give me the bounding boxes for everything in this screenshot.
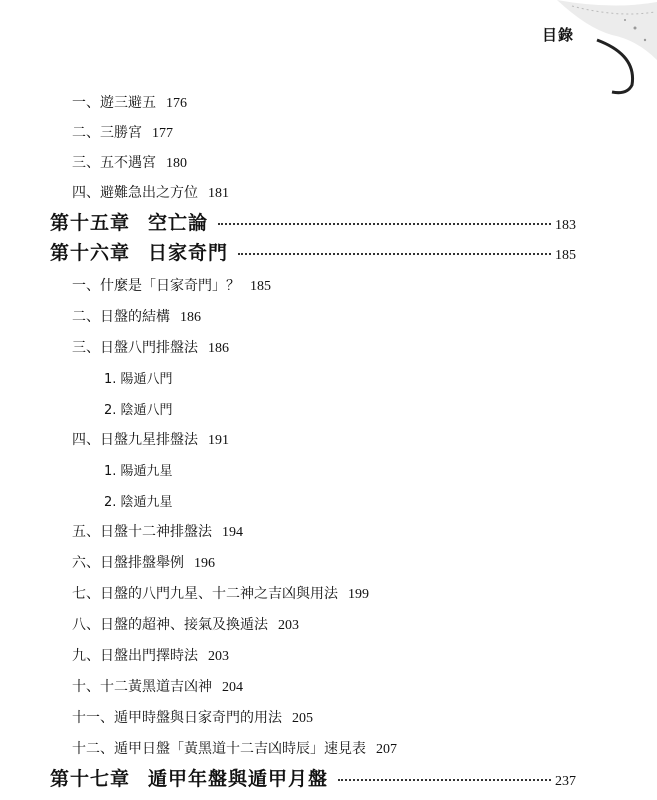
toc-entry-page: 176 <box>166 96 187 111</box>
leader-dots <box>218 223 551 225</box>
toc-entry-page: 203 <box>208 649 229 664</box>
toc-entry-title: 十一、遁甲時盤與日家奇門的用法 <box>72 710 282 726</box>
chapter-page: 183 <box>555 218 576 233</box>
toc-entry-page: 185 <box>250 279 271 294</box>
toc-entry[interactable] <box>72 614 299 634</box>
toc-entry[interactable] <box>72 676 243 696</box>
toc-entry-title: 七、日盤的八門九星、十二神之吉凶與用法 <box>72 586 338 602</box>
corner-decoration <box>517 0 657 95</box>
toc-entry[interactable] <box>72 552 215 572</box>
toc-entry[interactable] <box>72 306 201 326</box>
toc-entry-page: 204 <box>222 680 243 695</box>
toc-subentry[interactable] <box>104 399 173 418</box>
toc-entry-page: 186 <box>180 310 201 325</box>
toc-subentry-title: 2. 陰遁九星 <box>104 495 173 510</box>
toc-entry-page: 180 <box>166 156 187 171</box>
leader-dots <box>338 779 551 781</box>
chapter-number: 第十五章 <box>50 212 131 234</box>
chapter-page: 185 <box>555 248 576 263</box>
chapter-number: 第十六章 <box>50 242 131 264</box>
leader-dots <box>238 253 551 255</box>
toc-entry[interactable] <box>72 738 397 758</box>
toc-entry-title: 四、日盤九星排盤法 <box>72 432 198 448</box>
toc-subentry[interactable] <box>104 460 173 479</box>
toc-entry-title: 九、日盤出門擇時法 <box>72 648 198 664</box>
chapter-page: 237 <box>555 774 576 789</box>
chapter-title: 日家奇門 <box>148 242 229 264</box>
toc-entry-title: 三、五不遇宮 <box>72 155 156 171</box>
toc-entry[interactable] <box>72 337 229 357</box>
toc-chapter[interactable] <box>50 238 576 265</box>
toc-entry-title: 八、日盤的超神、接氣及換遁法 <box>72 617 268 633</box>
toc-entry-page: 205 <box>292 711 313 726</box>
toc-entry[interactable] <box>72 92 187 112</box>
toc-entry-title: 六、日盤排盤舉例 <box>72 555 184 571</box>
toc-entry-page: 191 <box>208 433 229 448</box>
toc-entry[interactable] <box>72 521 243 541</box>
toc-entry-title: 二、日盤的結構 <box>72 309 170 325</box>
toc-entry[interactable] <box>72 583 369 603</box>
toc-entry[interactable] <box>72 707 313 727</box>
chapter-title: 空亡論 <box>148 212 209 234</box>
toc-entry-page: 199 <box>348 587 369 602</box>
toc-entry-title: 四、避難急出之方位 <box>72 185 198 201</box>
toc-entry-title: 十、十二黃黑道吉凶神 <box>72 679 212 695</box>
toc-chapter[interactable] <box>50 764 576 791</box>
toc-entry-page: 194 <box>222 525 243 540</box>
toc-entry-title: 五、日盤十二神排盤法 <box>72 524 212 540</box>
toc-subentry-title: 1. 陽遁九星 <box>104 464 173 479</box>
toc-entry[interactable] <box>72 152 187 172</box>
toc-entry-page: 207 <box>376 742 397 757</box>
toc-subentry-title: 1. 陽遁八門 <box>104 372 173 387</box>
toc-entry-title: 三、日盤八門排盤法 <box>72 340 198 356</box>
toc-entry-title: 一、什麼是「日家奇門」？ <box>72 278 240 294</box>
toc-entry-page: 181 <box>208 186 229 201</box>
toc-entry-title: 一、遊三避五 <box>72 95 156 111</box>
chapter-number: 第十七章 <box>50 768 131 790</box>
toc-subentry[interactable] <box>104 368 173 387</box>
toc-entry[interactable] <box>72 429 229 449</box>
toc-entry-title: 十二、遁甲日盤「黃黑道十二吉凶時辰」速見表 <box>72 741 366 757</box>
toc-chapter[interactable] <box>50 208 576 235</box>
toc-entry[interactable] <box>72 122 173 142</box>
toc-entry-page: 196 <box>194 556 215 571</box>
page-header-label: 目錄 <box>542 26 575 44</box>
toc-entry-page: 177 <box>152 126 173 141</box>
toc-entry-title: 二、三勝宮 <box>72 125 142 141</box>
toc-entry[interactable] <box>72 182 229 202</box>
toc-entry-page: 186 <box>208 341 229 356</box>
toc-subentry-title: 2. 陰遁八門 <box>104 403 173 418</box>
chapter-title: 遁甲年盤與遁甲月盤 <box>148 768 329 790</box>
toc-entry[interactable] <box>72 645 229 665</box>
toc-entry-page: 203 <box>278 618 299 633</box>
toc-subentry[interactable] <box>104 491 173 510</box>
toc-entry[interactable] <box>72 275 271 295</box>
